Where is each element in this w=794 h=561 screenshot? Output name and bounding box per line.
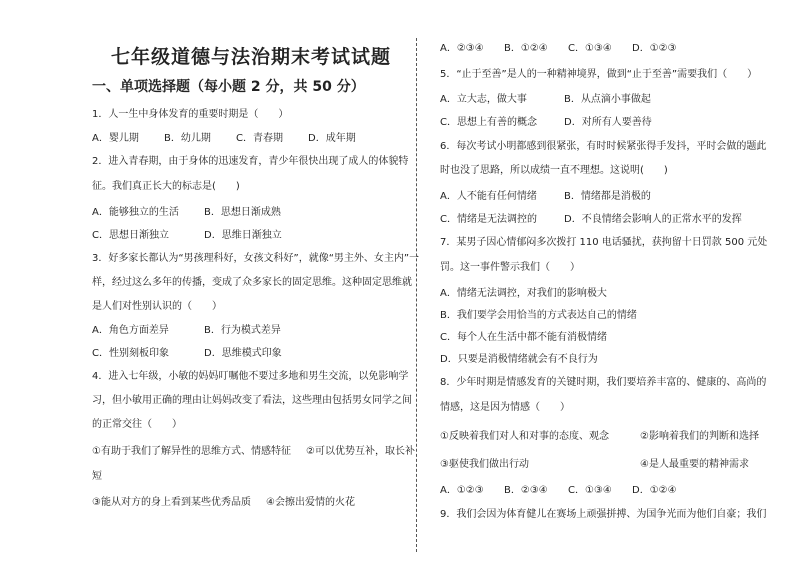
q2-option-b: B．思想日渐成熟 <box>204 207 281 218</box>
q1-option-b: B．幼儿期 <box>164 133 211 144</box>
q8-statement-4: ④是人最重要的精神需求 <box>640 459 749 470</box>
q8-statements-row2 <box>440 458 749 472</box>
q5-option-a: A．立大志，做大事 <box>440 94 527 105</box>
q4-option-c: C．①③④ <box>568 43 612 54</box>
q5-stem: 5．“止于至善”是人的一种精神境界，做到“止于至善”需要我们（ ） <box>440 69 758 80</box>
q2-stem-line2: 征。我们真正长大的标志是( ) <box>92 181 240 192</box>
q2-options-row1 <box>92 206 281 220</box>
q8-option-d: D．①②④ <box>632 485 677 496</box>
q8-options <box>440 484 677 498</box>
q8-option-a: A．①②③ <box>440 485 484 496</box>
q8-statement-2: ②影响着我们的判断和选择 <box>640 431 759 442</box>
q5-option-d: D．对所有人要善待 <box>564 117 652 128</box>
q4-statement-4: ④会擦出爱情的火花 <box>266 497 355 508</box>
column-divider <box>416 38 417 552</box>
q3-options-row2 <box>92 347 282 361</box>
q1-option-c: C．青春期 <box>236 133 283 144</box>
q4-statements-row1 <box>92 445 415 459</box>
q8-statement-1: ①反映着我们对人和对事的态度、观念 <box>440 431 609 442</box>
q4-option-d: D．①②③ <box>632 43 677 54</box>
q3-stem-line3: 是人们对性别认识的（ ） <box>92 301 222 312</box>
exam-title: 七年级道德与法治期末考试试题 <box>110 46 391 68</box>
q8-stem-line1: 8．少年时期是情感发育的关键时期，我们要培养丰富的、健康的、高尚的 <box>440 377 767 388</box>
q3-option-d: D．思维模式印象 <box>204 348 282 359</box>
q3-option-c: C．性别刻板印象 <box>92 348 169 359</box>
q3-option-a: A．角色方面差异 <box>92 325 169 336</box>
q4-statement-1: ①有助于我们了解异性的思维方式、情感特征 <box>92 446 291 457</box>
q6-option-a: A．人不能有任何情绪 <box>440 191 537 202</box>
q6-option-b: B．情绪都是消极的 <box>564 191 651 202</box>
q4-statement-2-cont: 短 <box>92 471 102 482</box>
q2-stem-line1: 2．进入青春期，由于身体的迅速发育，青少年很快出现了成人的体貌特 <box>92 156 409 167</box>
q8-statements-row1 <box>440 430 759 444</box>
q6-option-c: C．情绪是无法调控的 <box>440 214 537 225</box>
q8-stem-line2: 情感，这是因为情感（ ） <box>440 402 570 413</box>
q4-stem-line1: 4．进入七年级，小敏的妈妈叮嘱他不要过多地和男生交流，以免影响学 <box>92 371 409 382</box>
q6-options-row2 <box>440 213 742 227</box>
q8-option-b: B．②③④ <box>504 485 548 496</box>
q4-stem-line3: 的正常交往（ ） <box>92 419 182 430</box>
q1-option-a: A．婴儿期 <box>92 133 139 144</box>
q3-options-row1 <box>92 324 281 338</box>
q7-option-b: B．我们要学会用恰当的方式表达自己的情绪 <box>440 310 637 321</box>
q7-option-c: C．每个人在生活中都不能有消极情绪 <box>440 332 607 343</box>
section-heading: 一、单项选择题（每小题 2 分，共 50 分） <box>92 79 365 95</box>
q3-stem-line1: 3．好多家长都认为“男孩理科好，女孩文科好”，就像“男主外、女主内”一 <box>92 253 420 264</box>
q7-stem-line1: 7．某男子因心情郁闷多次拨打 110 电话骚扰，获拘留十日罚款 500 元处 <box>440 237 768 248</box>
q4-option-b: B．①②④ <box>504 43 548 54</box>
q6-options-row1 <box>440 190 651 204</box>
q7-option-a: A．情绪无法调控，对我们的影响极大 <box>440 288 607 299</box>
q2-options-row2 <box>92 229 282 243</box>
q4-option-a: A．②③④ <box>440 43 484 54</box>
q1-options <box>92 132 356 146</box>
q3-option-b: B．行为模式差异 <box>204 325 281 336</box>
q7-option-d: D．只要是消极情绪就会有不良行为 <box>440 354 598 365</box>
q4-statement-2: ②可以优势互补，取长补 <box>306 446 415 457</box>
q6-stem-line1: 6．每次考试小明都感到很紧张，有时时候紧张得手发抖，平时会做的题此 <box>440 141 767 152</box>
q6-stem-line2: 时也没了思路，所以成绩一直不理想。这说明( ) <box>440 165 668 176</box>
q6-option-d: D．不良情绪会影响人的正常水平的发挥 <box>564 214 742 225</box>
q5-options-row2 <box>440 116 652 130</box>
q2-option-d: D．思维日渐独立 <box>204 230 282 241</box>
q3-stem-line2: 样，经过这么多年的传播，变成了众多家长的固定思维。这种固定思维就 <box>92 277 412 288</box>
q9-stem-line1: 9．我们会因为体育健儿在赛场上顽强拼搏、为国争光而为他们自豪；我们 <box>440 509 767 520</box>
q8-statement-3: ③驱使我们做出行动 <box>440 459 529 470</box>
q2-option-a: A．能够独立的生活 <box>92 207 179 218</box>
q5-option-c: C．思想上有善的概念 <box>440 117 537 128</box>
q5-option-b: B．从点滴小事做起 <box>564 94 651 105</box>
q2-option-c: C．思想日渐独立 <box>92 230 169 241</box>
q1-option-d: D．成年期 <box>308 133 356 144</box>
q7-stem-line2: 罚。这一事件警示我们（ ） <box>440 262 580 273</box>
q1-stem: 1．人一生中身体发育的重要时期是（ ） <box>92 109 289 120</box>
q5-options-row1 <box>440 93 651 107</box>
q4-stem-line2: 习，但小敏用正确的理由让妈妈改变了看法，这些理由包括男女同学之间 <box>92 395 412 406</box>
q8-option-c: C．①③④ <box>568 485 612 496</box>
q4-statements-row2 <box>92 496 355 510</box>
q4-answer-options <box>440 42 677 56</box>
q4-statement-3: ③能从对方的身上看到某些优秀品质 <box>92 497 251 508</box>
